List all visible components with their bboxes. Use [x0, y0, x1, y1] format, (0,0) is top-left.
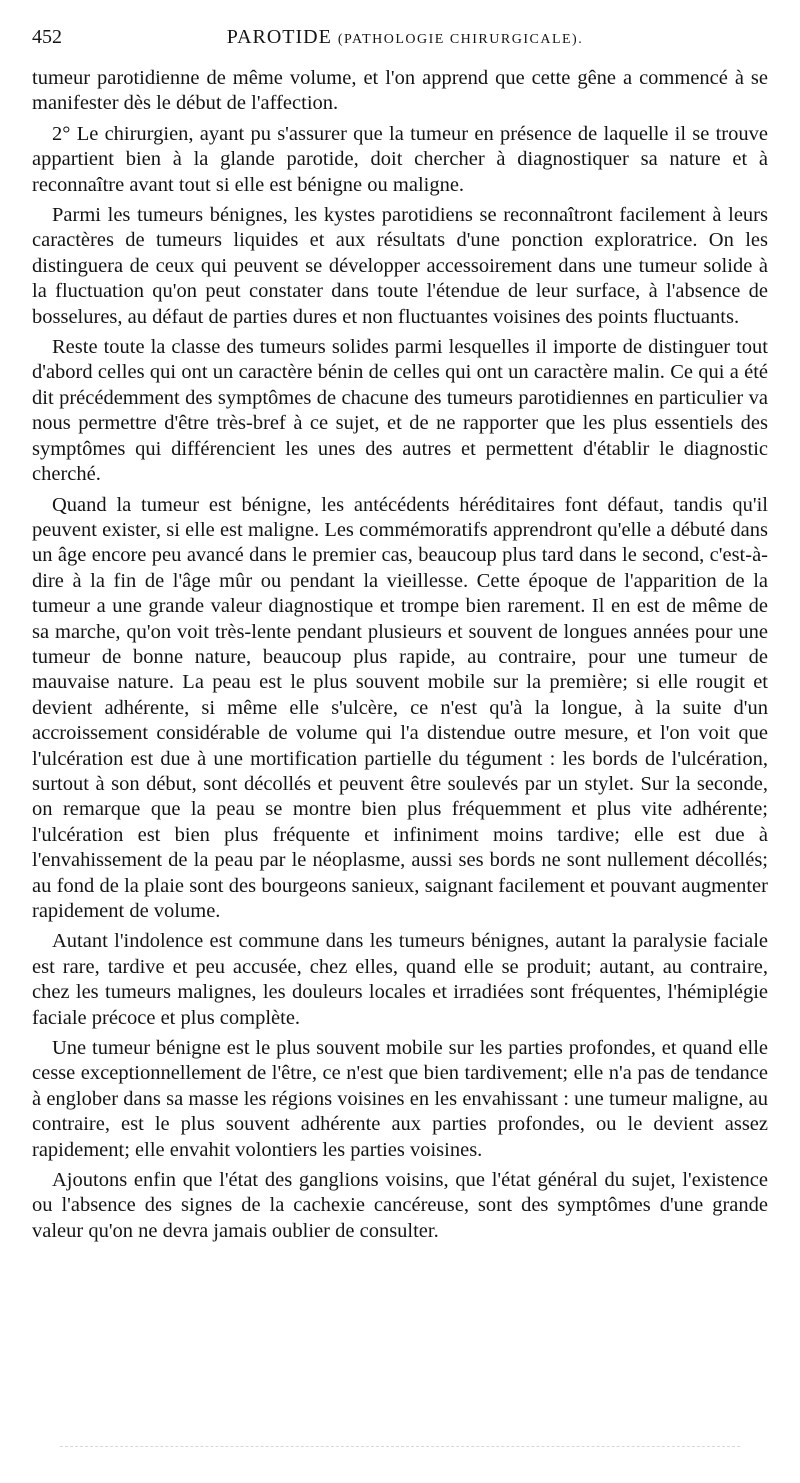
running-head-title: PAROTIDE — [226, 26, 332, 48]
paragraph: 2° Le chirurgien, ayant pu s'assurer que la tumeur en présence de laquelle il se trouve appartient bien à la glande parotide, doit chercher à diagnostiquer sa nature et à reconnaître avant tout si elle est bénigne ou maligne. — [32, 122, 768, 196]
paragraph: Une tumeur bénigne est le plus souvent mobile sur les parties profondes, et quand elle cesse exceptionnellement de l'être, ce n'est que bien tardivement; elle n'a pas de tendance à englober dans sa masse les régions voisines en les envahissant : une tumeur maligne, au contraire, est le plus souvent adhérente aux parties profondes, ou le devient assez rapidement; elle envahit volontiers les parties voisines. — [32, 1037, 768, 1161]
paragraph: Reste toute la classe des tumeurs solides parmi lesquelles il importe de distinguer tout d'abord celles qui ont un caractère bénin de celles qui ont un caractère malin. Ce qui a été dit précédemment des symptômes de chacune des tumeurs parotidiennes en particulier va nous permettre d'être très-bref à ce sujet, et de ne rapporter que les plus essentiels des symptômes qui différencient les unes des autres et permettent d'établir le diagnostic cherché. — [32, 336, 768, 486]
paragraph: Autant l'indolence est commune dans les tumeurs bénignes, autant la paralysie faciale est rare, tardive et peu accusée, chez elles, quand elle se produit; autant, au contraire, chez les tumeurs malignes, les douleurs locales et irradiées sont fréquentes, l'hémiplégie faciale précoce et plus complète. — [32, 930, 768, 1029]
book-page — [32, 26, 768, 1249]
page-number: 452 — [32, 26, 62, 48]
scan-artifact-line — [60, 1446, 740, 1449]
body-text — [32, 66, 768, 1244]
paragraph: Quand la tumeur est bénigne, les antécédents héréditaires font défaut, tandis qu'il peuvent exister, si elle est maligne. Les commémoratifs apprendront qu'elle a débuté dans un âge encore peu avancé dans le premier cas, beaucoup plus tard dans le second, c'est-à-dire à la fin de l'âge mûr ou pendant la vieillesse. Cette époque de l'apparition de la tumeur a une grande valeur diagnostique et trompe bien rarement. Il en est de même de sa marche, qu'on voit très-lente pendant plusieurs et souvent de longues années pour une tumeur de bonne nature, beaucoup plus rapide, au contraire, pour une tumeur de mauvaise nature. La peau est le plus souvent mobile sur la première; si elle rougit et devient adhérente, si même elle s'ulcère, ce n'est qu'à la longue, à la suite d'un accroissement considérable de volume qui l'a distendue outre mesure, et l'on voit que l'ulcération est due à une mortification partielle du tégument : les bords de l'ulcération, surtout à son début, sont décollés et peuvent être soulevés par un stylet. Sur la seconde, on remarque que la peau se montre bien plus fréquemment et plus vite adhérente; l'ulcération est bien plus fréquente et infiniment moins tardive; elle est due à l'envahissement de la peau par le néoplasme, aussi ses bords ne sont nullement décollés; au fond de la plaie sont des bourgeons sanieux, saignant facilement et pouvant augmenter rapidement de volume. — [32, 493, 768, 922]
paragraph-continued: tumeur parotidienne de même volume, et l'on apprend que cette gêne a commencé à se manifester dès le début de l'affection. — [32, 67, 768, 115]
running-head — [102, 26, 768, 49]
running-head-subtitle: (PATHOLOGIE CHIRURGICALE). — [337, 32, 584, 47]
paragraph: Parmi les tumeurs bénignes, les kystes parotidiens se reconnaîtront facilement à leurs caractères de tumeurs liquides et aux résultats d'une ponction exploratrice. On les distinguera de ceux qui peuvent se développer accessoirement dans une tumeur solide à la fluctuation qu'on peut constater dans toute l'étendue de leur surface, à l'absence de bosselures, au défaut de parties dures et non fluctuantes voisines des points fluctuants. — [32, 204, 768, 328]
paragraph: Ajoutons enfin que l'état des ganglions voisins, que l'état général du sujet, l'existence ou l'absence des signes de la cachexie cancéreuse, sont des symptômes d'une grande valeur qu'on ne devra jamais oublier de consulter. — [32, 1169, 768, 1242]
page-header — [32, 26, 768, 66]
